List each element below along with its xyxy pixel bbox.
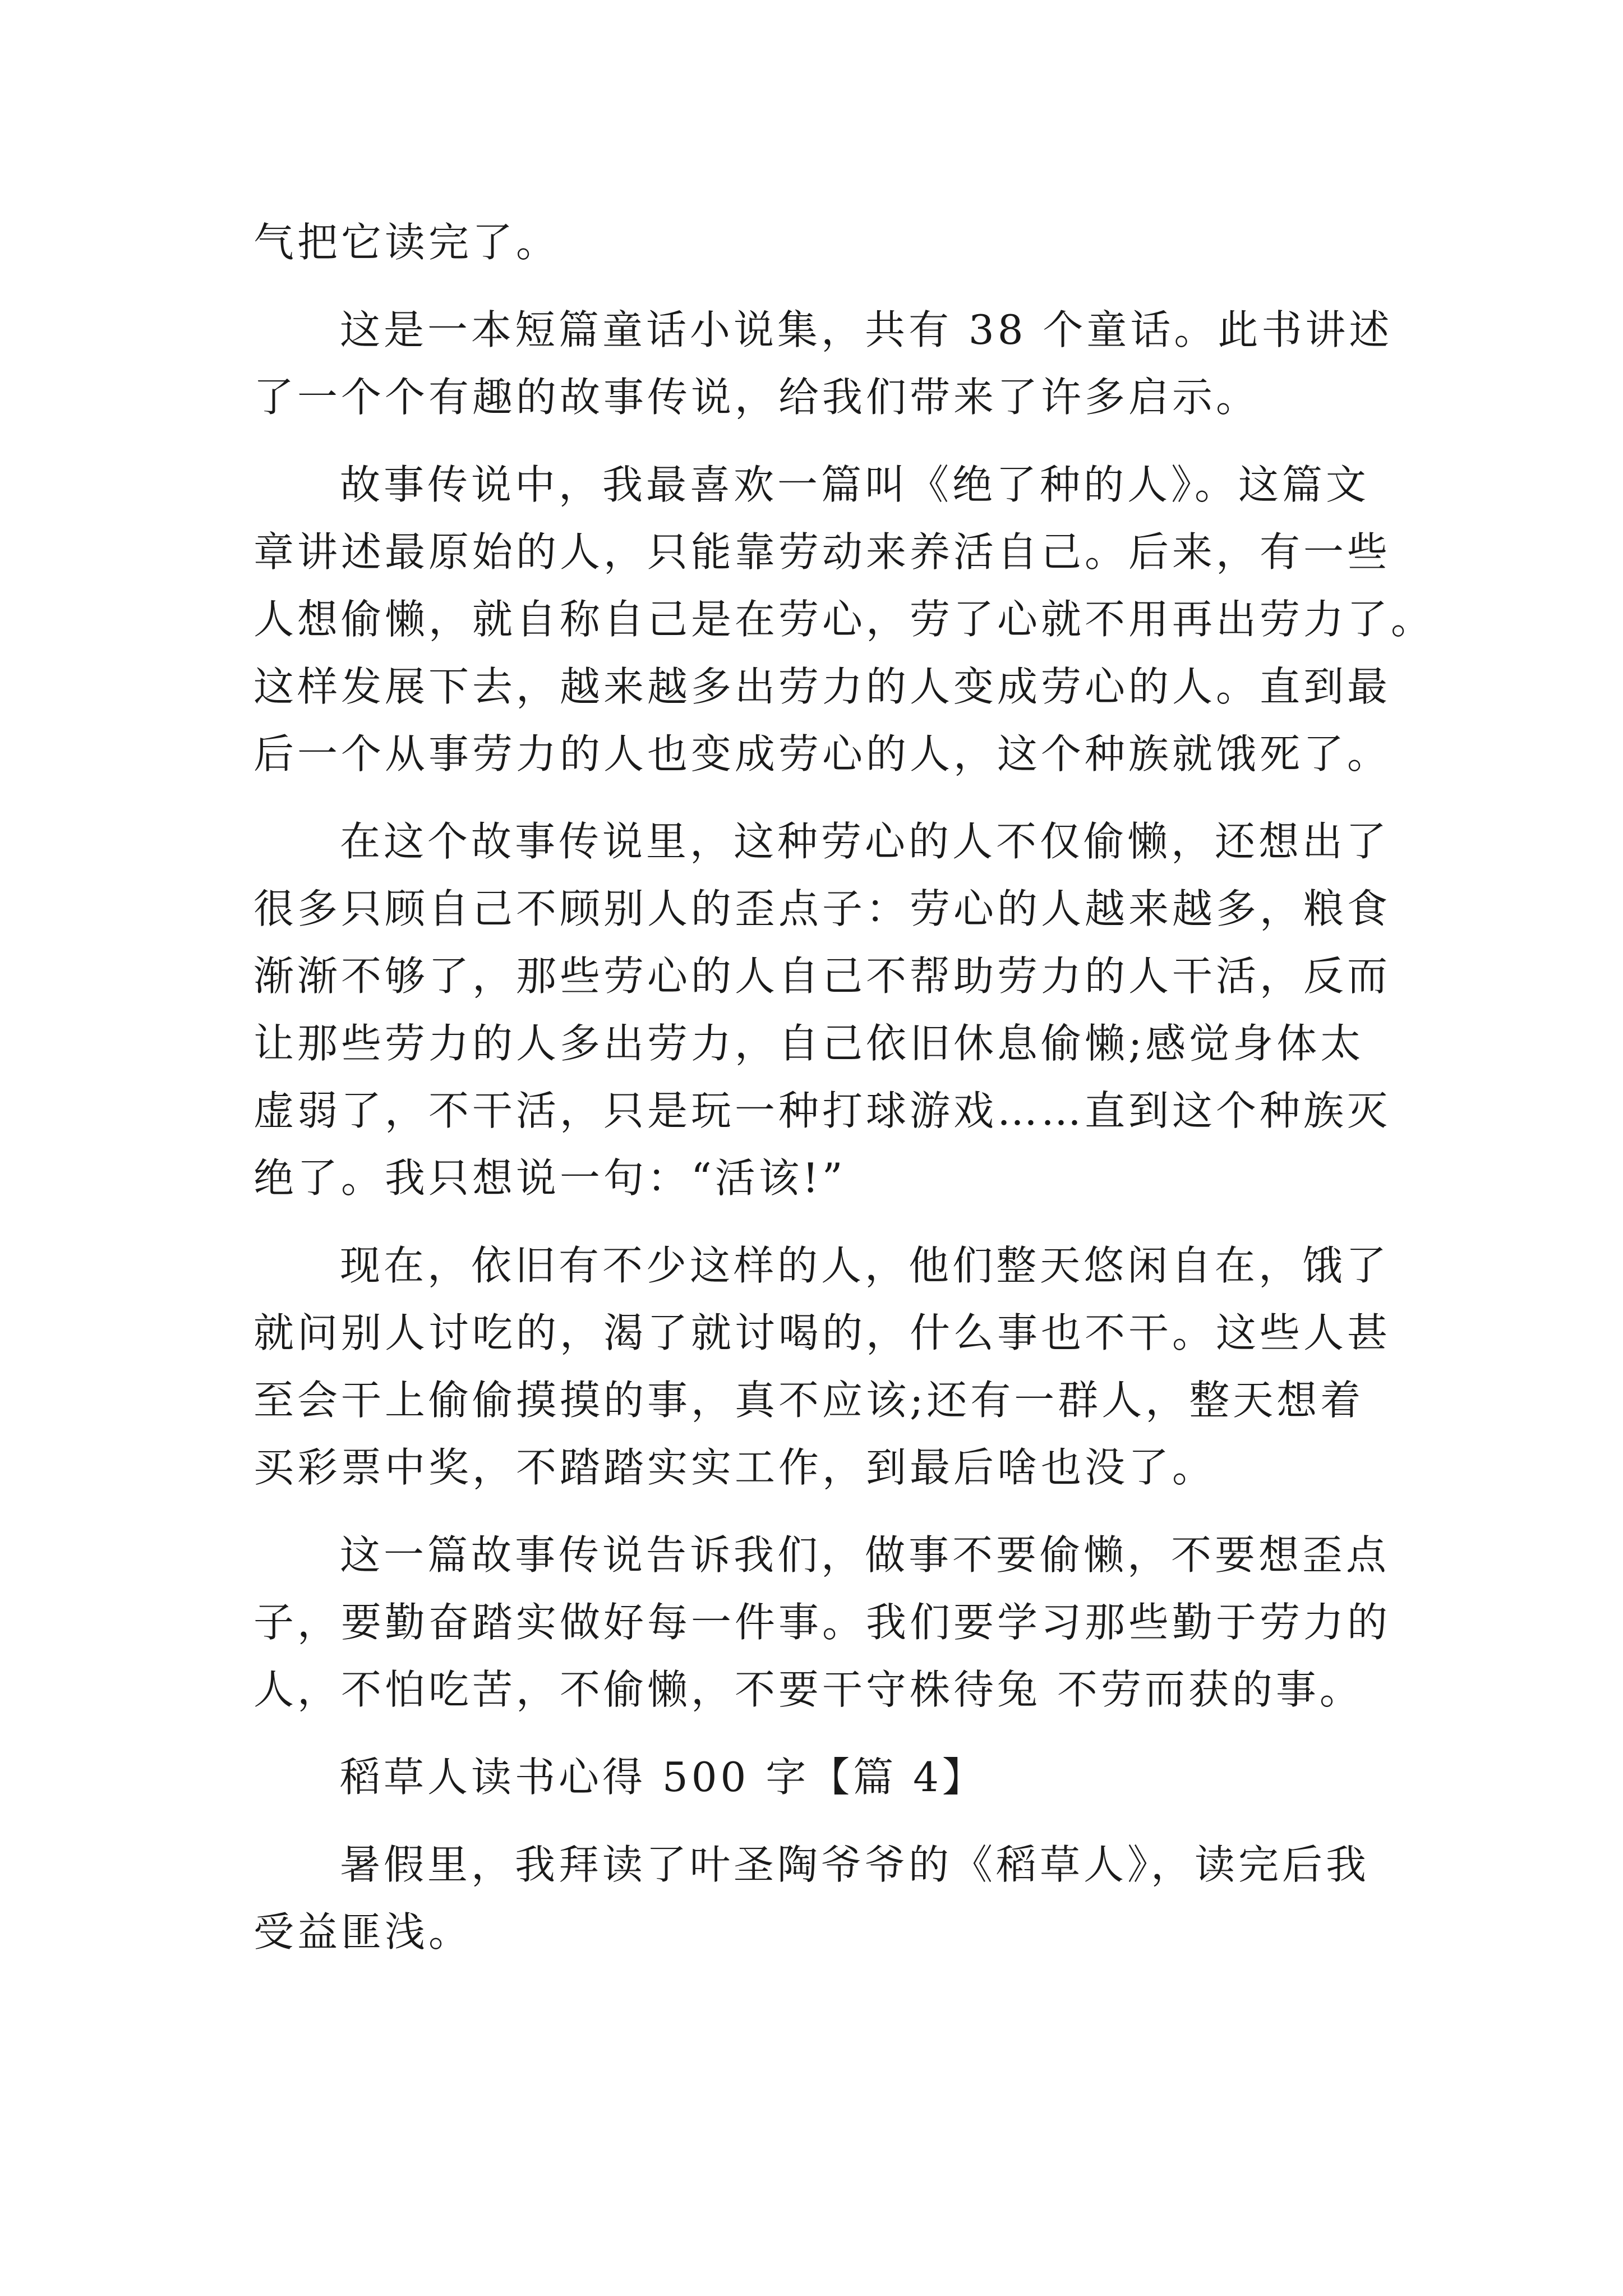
- text-line: 人想偷懒，就自称自己是在劳心，劳了心就不用再出劳力了。: [253, 596, 1435, 643]
- paragraph-first-line: 这一篇故事传说告诉我们，做事不要偷懒，不要想歪点: [340, 1531, 1390, 1579]
- paragraph-first-line: 暑假里，我拜读了叶圣陶爷爷的《稻草人》，读完后我: [340, 1841, 1370, 1888]
- text-line: 就问别人讨吃的，渴了就讨喝的，什么事也不干。这些人甚: [253, 1309, 1391, 1356]
- paragraph-first-line: 这是一本短篇童话小说集，共有 38 个童话。此书讲述: [340, 306, 1393, 353]
- text-line: 受益匪浅。: [253, 1908, 473, 1955]
- text-line: 虚弱了，不干活，只是玩一种打球游戏……直到这个种族灭: [253, 1087, 1391, 1134]
- text-line: 章讲述最原始的人，只能靠劳动来养活自己。后来，有一些: [253, 528, 1391, 576]
- paragraph-first-line: 在这个故事传说里，这种劳心的人不仅偷懒，还想出了: [340, 818, 1390, 865]
- text-line: 了一个个有趣的故事传说，给我们带来了许多启示。: [253, 374, 1260, 421]
- paragraph-first-line: 故事传说中，我最喜欢一篇叫《绝了种的人》。这篇文: [340, 461, 1370, 508]
- text-line: 渐渐不够了，那些劳心的人自己不帮助劳力的人干活，反而: [253, 953, 1391, 1000]
- text-line: 很多只顾自己不顾别人的歪点子：劳心的人越来越多，粮食: [253, 885, 1391, 932]
- text-line: 后一个从事劳力的人也变成劳心的人，这个种族就饿死了。: [253, 730, 1391, 777]
- text-line: 子，要勤奋踏实做好每一件事。我们要学习那些勤于劳力的: [253, 1599, 1391, 1646]
- text-line: 至会干上偷偷摸摸的事，真不应该;还有一群人，整天想着: [253, 1377, 1364, 1424]
- text-line: 这样发展下去，越来越多出劳力的人变成劳心的人。直到最: [253, 663, 1391, 710]
- text-line: 买彩票中奖，不踏踏实实工作，到最后啥也没了。: [253, 1444, 1216, 1491]
- paragraph-first-line: 现在，依旧有不少这样的人，他们整天悠闲自在，饿了: [340, 1242, 1390, 1289]
- text-line: 气把它读完了。: [253, 219, 560, 266]
- text-line: 人，不怕吃苦，不偷懒，不要干守株待兔 不劳而获的事。: [253, 1666, 1363, 1713]
- text-line: 绝了。我只想说一句：“活该!”: [253, 1154, 846, 1202]
- section-heading: 稻草人读书心得 500 字【篇 4】: [340, 1754, 986, 1801]
- text-line: 让那些劳力的人多出劳力，自己依旧休息偷懒;感觉身体太: [253, 1020, 1364, 1067]
